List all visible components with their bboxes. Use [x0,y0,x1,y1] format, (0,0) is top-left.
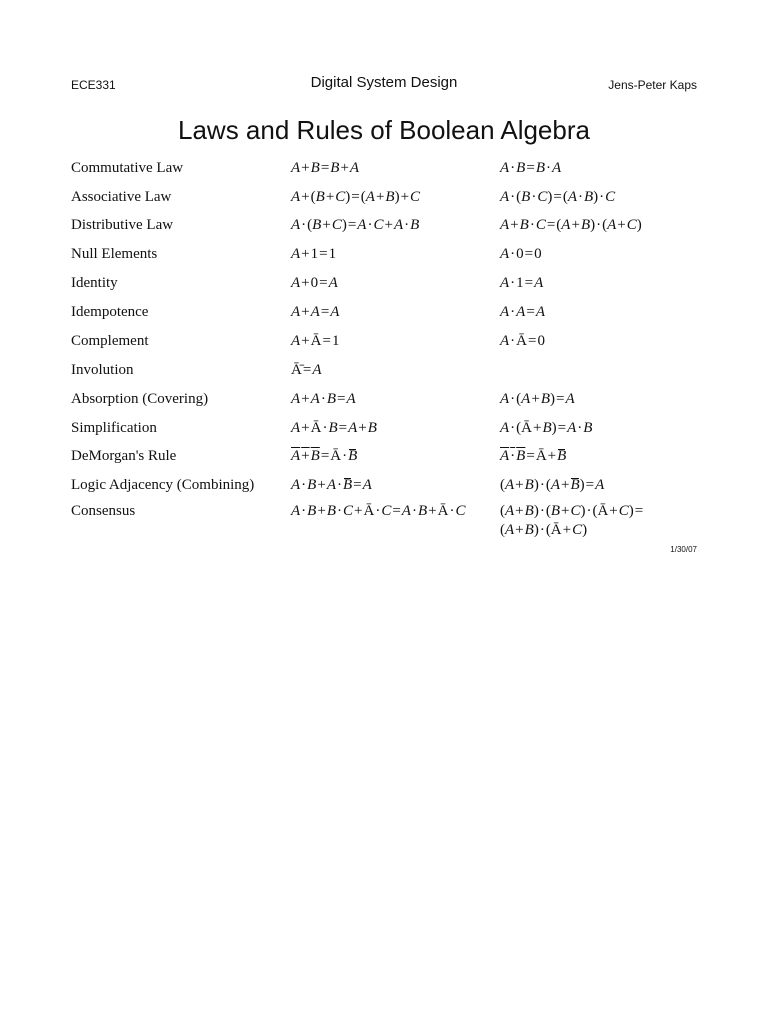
law-formula-and: A·Ā=0 [500,333,545,349]
law-name: Involution [71,362,134,378]
law-formula-and: A·A=A [500,304,545,320]
law-row [0,391,768,419]
law-name: Identity [71,275,118,291]
law-name: Consensus [71,503,136,519]
page-title: Laws and Rules of Boolean Algebra [178,115,590,145]
law-formula-or: A+B=Ā·B [291,448,358,464]
law-row [0,189,768,217]
law-formula-and: A·B=Ā+B [500,448,567,464]
law-row [0,420,768,448]
law-formula-or: A+Ā=1 [291,333,340,349]
author-name: Jens-Peter Kaps [608,78,697,92]
law-name: Commutative Law [71,160,184,176]
law-formula-and: (A+B)·(B+C)·(Ā+C)= [500,503,644,519]
law-formula-and: A·(Ā+B)=A·B [500,420,593,436]
law-formula-and: A·1=A [500,275,544,291]
law-row [0,304,768,332]
law-row [0,477,768,505]
law-name: DeMorgan's Rule [71,448,177,464]
law-row [0,217,768,245]
law-formula-or: A·B+A·B=A [291,477,372,493]
law-formula-or: A+B=B+A [291,160,360,176]
law-formula-or: A+A=A [291,304,340,320]
law-formula-and: A+B·C=(A+B)·(A+C) [500,217,642,233]
law-formula-or: A+A·B=A [291,391,356,407]
law-formula-or: A+(B+C)=(A+B)+C [291,189,421,205]
law-name: Null Elements [71,246,158,262]
law-name: Complement [71,333,149,349]
law-formula-and: A·0=0 [500,246,542,262]
law-row [0,503,768,538]
law-name: Idempotence [71,304,149,320]
law-name: Absorption (Covering) [71,391,209,407]
law-formula-and-continued: (A+B)·(Ā+C) [500,522,588,538]
law-name: Simplification [71,420,157,436]
law-name: Distributive Law [71,217,174,233]
law-formula-or: A+Ā·B=A+B [291,420,377,436]
law-formula-or: A+0=A [291,275,338,291]
law-formula-and: (A+B)·(A+B)=A [500,477,605,493]
law-row [0,246,768,274]
law-formula-and: A·B=B·A [500,160,562,176]
law-row [0,448,768,476]
law-formula-or: A·B+B·C+Ā·C=A·B+Ā·C [291,503,466,519]
law-row [0,362,768,390]
law-formula-or: A+1=1 [291,246,337,262]
law-formula-and: A·(A+B)=A [500,391,575,407]
course-code: ECE331 [71,78,116,92]
law-name: Logic Adjacency (Combining) [71,477,255,493]
law-formula-or: A·(B+C)=A·C+A·B [291,217,420,233]
law-formula-and: A·(B·C)=(A·B)·C [500,189,616,205]
law-row [0,333,768,361]
subject-title: Digital System Design [310,74,458,91]
law-formula-or: Ā̄=A [291,362,322,378]
law-row [0,160,768,188]
law-name: Associative Law [71,189,172,205]
law-row [0,275,768,303]
date-stamp: 1/30/07 [670,545,697,554]
